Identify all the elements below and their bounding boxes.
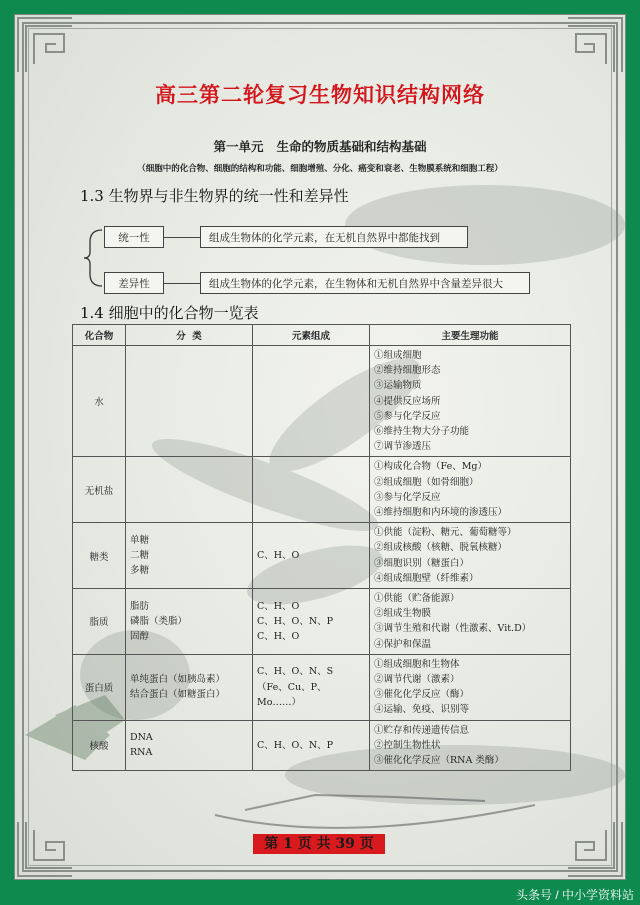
table-body: [73, 346, 571, 771]
elements-line: C、H、O: [257, 600, 300, 612]
compound-name: 核酸: [89, 741, 109, 753]
functions-line: ③运输物质: [374, 380, 422, 392]
box-difference-desc: [200, 272, 530, 294]
functions-line: ①构成化合物（Fe、Mg）: [374, 461, 488, 473]
header-compound: 化合物: [73, 325, 126, 346]
functions-line: ②调节代谢（激素）: [374, 674, 460, 686]
functions-line: ⑥维持生物大分子功能: [374, 426, 470, 438]
functions-line: ①贮存和传递遗传信息: [374, 724, 470, 736]
elements-line: （Fe、Cu、P、Mo……）: [257, 681, 327, 708]
cell-compound: [73, 523, 126, 589]
page-footer: 第 1 页 共 39 页: [253, 834, 385, 854]
connector-line: [164, 237, 200, 238]
page-title: 高三第二轮复习生物知识结构网络: [155, 82, 485, 107]
compound-name: 无机盐: [84, 485, 114, 497]
functions-line: ④保护和保温: [374, 638, 432, 650]
cell-elements: [253, 589, 370, 655]
cell-elements: [253, 523, 370, 589]
functions-line: ⑦调节渗透压: [374, 441, 432, 453]
functions-line: ①供能（淀粉、糖元、葡萄糖等）: [374, 527, 517, 539]
classes-line: 固醇: [130, 631, 150, 643]
elements-line: C、H、O: [257, 631, 300, 643]
cell-classes: [126, 523, 253, 589]
elements-line: C、H、O、N、P: [257, 739, 334, 751]
box-difference-desc-text: 组成生物体的化学元素，在生物体和无机自然界中含量差异很大: [209, 277, 503, 290]
box-unity-label: 统一性: [118, 231, 150, 244]
cell-functions: [370, 654, 571, 720]
functions-line: ③参与化学反应: [374, 491, 441, 503]
box-difference-label: 差异性: [118, 277, 150, 290]
classes-line: 磷脂（类脂）: [130, 615, 188, 627]
classes-line: 二糖: [130, 550, 150, 562]
unit-subtitle: （细胞中的化合物、细胞的结构和功能、细胞增殖、分化、癌变和衰老、生物膜系统和细胞工程）: [137, 164, 503, 174]
header-functions: 主要生理功能: [370, 325, 571, 346]
cell-functions: [370, 457, 571, 523]
functions-line: ④组成细胞壁（纤维素）: [374, 572, 479, 584]
compound-name: 蛋白质: [84, 683, 114, 695]
cell-compound: [73, 720, 126, 771]
cell-elements: [253, 720, 370, 771]
functions-line: ③调节生殖和代谢（性激素、Vit.D）: [374, 623, 532, 635]
cell-functions: [370, 346, 571, 457]
header-elements: 元素组成: [253, 325, 370, 346]
cell-compound: [73, 346, 126, 457]
functions-line: ④提供反应场所: [374, 395, 441, 407]
section-heading-1-3: 1.3 生物界与非生物界的统一性和差异性: [80, 187, 349, 205]
elements-line: C、H、O、N、S: [257, 666, 334, 678]
brace-icon: [82, 228, 104, 288]
functions-line: ④维持细胞和内环境的渗透压）: [374, 507, 508, 519]
cell-functions: [370, 589, 571, 655]
compound-table: [72, 324, 571, 771]
table-row: [73, 346, 571, 457]
corner-ornament-bottom-right: [564, 818, 626, 880]
functions-line: ④运输、免疫、识别等: [374, 704, 470, 716]
watermark: 头条号 / 中小学资料站: [515, 888, 634, 902]
box-unity-desc-text: 组成生物体的化学元素，在无机自然界中都能找到: [209, 231, 440, 244]
cell-elements: [253, 457, 370, 523]
header-class: 分 类: [126, 325, 253, 346]
table-row: [73, 654, 571, 720]
table-row: [73, 457, 571, 523]
corner-ornament-top-left: [14, 14, 76, 76]
cell-classes: [126, 720, 253, 771]
table-row: [73, 720, 571, 771]
cell-classes: [126, 589, 253, 655]
cell-classes: [126, 346, 253, 457]
classes-line: 单纯蛋白（如胰岛素）: [130, 674, 226, 686]
table-row: [73, 589, 571, 655]
cell-compound: [73, 589, 126, 655]
cell-compound: [73, 457, 126, 523]
cell-classes: [126, 654, 253, 720]
cell-functions: [370, 523, 571, 589]
functions-line: ①组成细胞: [374, 350, 422, 361]
elements-line: C、H、O、N、P: [257, 615, 334, 627]
functions-line: ②组成生物膜: [374, 608, 432, 620]
elements-line: C、H、O: [257, 550, 300, 562]
cell-compound: [73, 654, 126, 720]
functions-line: ③催化化学反应（RNA 类酶）: [374, 755, 504, 767]
cell-functions: [370, 720, 571, 771]
compound-name: 水: [94, 397, 104, 409]
functions-line: ③催化化学反应（酶）: [374, 689, 470, 701]
cell-elements: [253, 654, 370, 720]
table-header-row: [73, 325, 571, 346]
classes-line: 多糖: [130, 565, 150, 577]
unit-title: 第一单元 生命的物质基础和结构基础: [213, 139, 427, 154]
functions-line: ③细胞识别（糖蛋白）: [374, 557, 470, 569]
compound-name: 糖类: [89, 551, 109, 563]
classes-line: DNA: [130, 732, 153, 744]
box-difference: [104, 272, 164, 294]
compound-name: 脂质: [89, 617, 109, 629]
section-heading-1-4: 1.4 细胞中的化合物一览表: [80, 304, 259, 322]
cell-classes: [126, 457, 253, 523]
classes-line: 脂肪: [130, 600, 150, 612]
table-row: [73, 523, 571, 589]
classes-line: RNA: [130, 747, 153, 759]
box-unity: [104, 226, 164, 248]
cell-elements: [253, 346, 370, 457]
corner-ornament-top-right: [564, 14, 626, 76]
functions-line: ①供能（贮备能源）: [374, 593, 460, 605]
box-unity-desc: [200, 226, 468, 248]
classes-line: 单糖: [130, 534, 150, 546]
functions-line: ②组成细胞（如骨细胞）: [374, 476, 479, 488]
functions-line: ②维持细胞形态: [374, 365, 441, 377]
connector-line: [164, 283, 200, 284]
classes-line: 结合蛋白（如糖蛋白）: [130, 689, 226, 701]
functions-line: ①组成细胞和生物体: [374, 658, 460, 670]
functions-line: ②组成核酸（核糖、脱氧核糖）: [374, 542, 508, 554]
corner-ornament-bottom-left: [14, 818, 76, 880]
functions-line: ⑤参与化学反应: [374, 410, 441, 422]
functions-line: ②控制生物性状: [374, 739, 441, 751]
